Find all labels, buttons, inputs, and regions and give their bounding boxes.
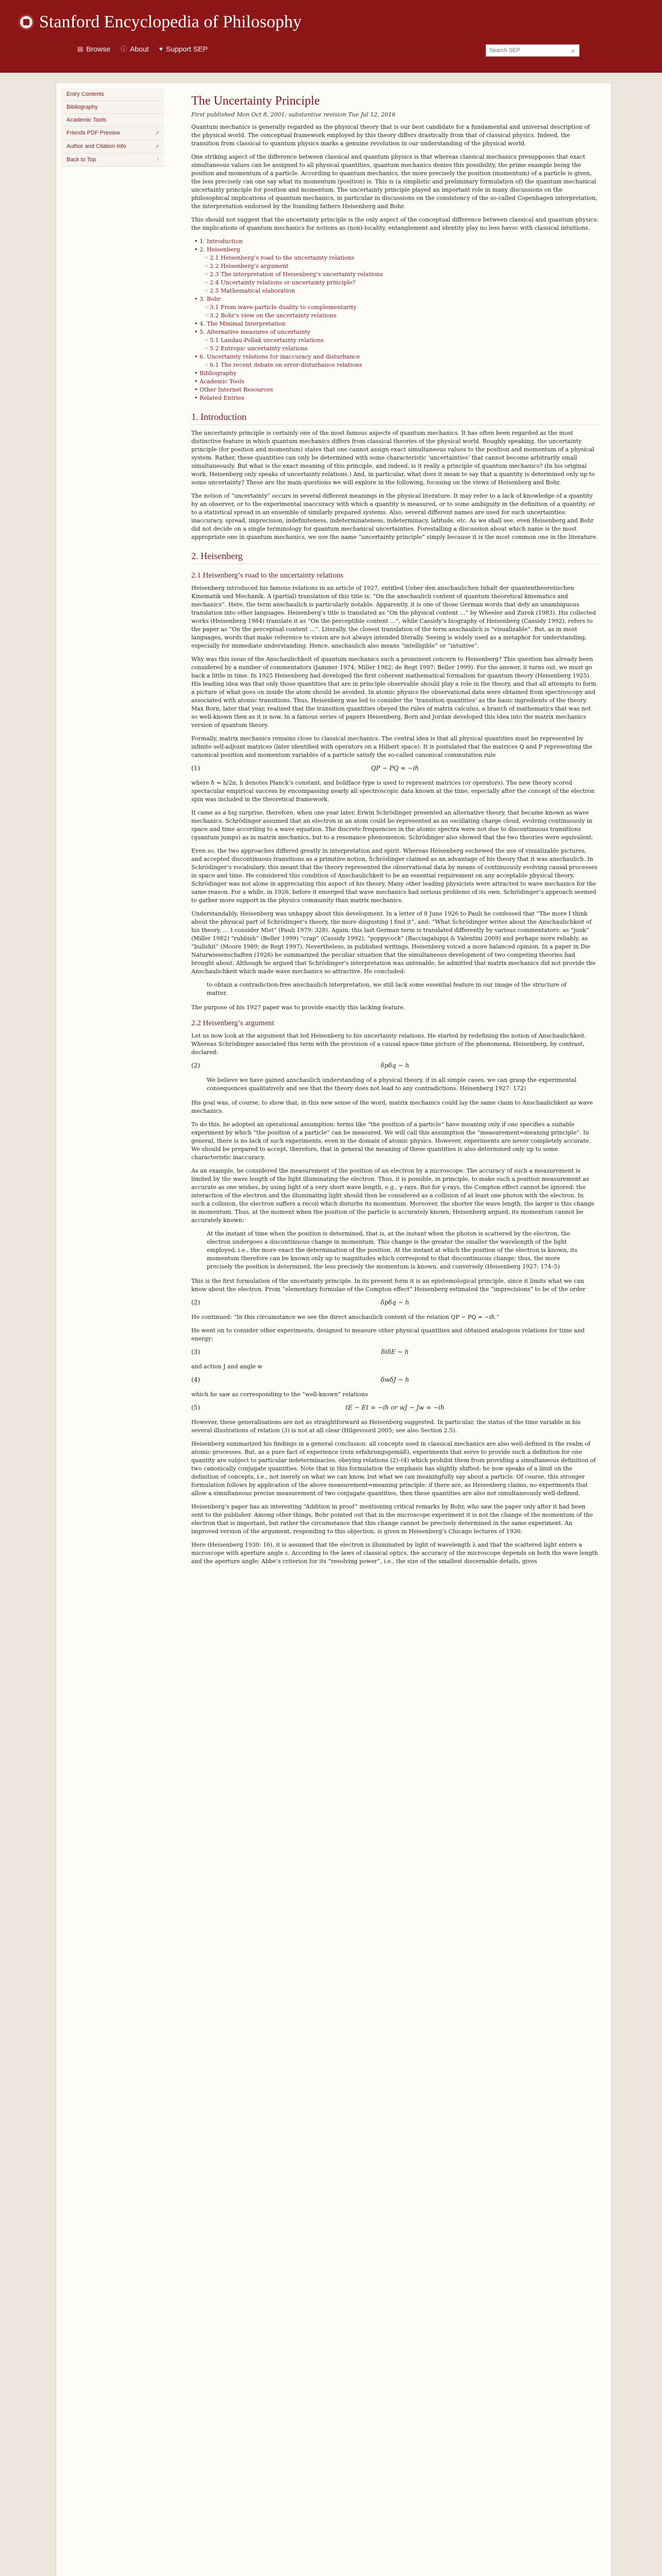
bullet-icon: ◦ (205, 304, 210, 311)
entry-page (56, 82, 611, 2576)
equation (191, 1299, 599, 1306)
nav-support[interactable] (159, 45, 208, 53)
body-paragraph: The purpose of his 1927 paper was to provide exactly this lacking feature. (191, 1004, 406, 1011)
equation-math: tE − Et = −iℏ or wJ − Jw = −iℏ (345, 1404, 444, 1411)
block-quote: to obtain a contradiction-free anschaulich interpretation, we still lack some essential feature in our image of the structure of matter. (207, 981, 567, 996)
body-paragraph: Why was this issue of the Anschaulichkeit of quantum mechanics such a prominent concern to Heisenberg? This question has already been considered by a number of commentators (Jammer 1974; Miller 1982; de Regt 1997; Beller 1999). For the answer, it turns out, we must go back a little in time. In 1925 Heisenberg had developed the first coherent mathematical formalism for quantum theory (Heisenberg 1925). His leading idea was that only those quantities that are in principle observable should play a role in the theory, and that all attempts to form a picture of what goes on inside the atom should be avoided. In atomic physics the observational data were obtained from spectroscopy and associated with atomic transitions. Thus, Heisenberg was led to consider the ‘transition quantities’ as the basic ingredients of the theory. Max Born, later that year, realized that the transition quantities obeyed the rules of matrix calculus, a branch of mathematics that was not so well-known then as it is now. In a famous series of papers Heisenberg, Born and Jordan developed this idea into the matrix mechanics version of quantum theory. (191, 656, 597, 728)
equation-math: δtδE ∼ h (381, 1348, 409, 1355)
sidebar-link[interactable]: Back to Top (67, 157, 96, 163)
search-input[interactable] (486, 47, 568, 54)
block-quote: We believe we have gained anschaulich understanding of a physical theory, if in all simple cases, we can grasp the experimental consequences qualitatively and see that the theory does not lead to any contradictions. Heisenberg 1927: 172) (207, 1077, 576, 1092)
entry-title: The Uncertainty Principle (191, 94, 320, 108)
body-paragraph: Let us now look at the argument that led Heisenberg to his uncertainty relations. He started by redefining the notion of Anschaulichkeit. Whereas Schrödinger associated this term with the provision of a causal space-time picture of the phenomena, Heisenberg, by contrast, declared: (191, 1032, 586, 1056)
equation-math: δpδq ∼ h (380, 1299, 409, 1306)
toc-item (194, 386, 599, 394)
sidebar-item-academic-tools[interactable] (61, 114, 164, 127)
equation-number: (3) (191, 1348, 200, 1355)
body-paragraph: The uncertainty principle is certainly one of the most famous aspects of quantum mechanics. It has often been regarded as the most distinctive feature in which quantum mechanics differs from classical theories of the physical world. Roughly speaking, the uncertainty principle (for position and momentum) states that one cannot assign exact simultaneous values to the position and momentum of a physical system. Rather, these quantities can only be determined with some characteristic ‘uncertainties’ that cannot become arbitrarily small simultaneously. But what is the exact meaning of this principle, and indeed, is it really a principle of quantum mechanics? (In his original work, Heisenberg only speaks of uncertainty relations.) And, in particular, what does it mean to say that a quantity is determined only up to some uncertainty? These are the main questions we will explore in the following, focusing on the views of Heisenberg and Bohr. (191, 430, 595, 486)
sidebar-item-citation-info[interactable] (61, 140, 164, 154)
bullet-icon: • (194, 370, 200, 377)
toc-link[interactable]: Other Internet Resources (200, 386, 273, 393)
body-paragraph: Here (Heisenberg 1930: 16), it is assumed that the electron is illuminated by light of wavelength λ and that the scattered light enters a microscope with aperture angle ε. According to the laws of classical optics, the accuracy of the microscope depends on both the wave length and the aperture angle; Abbe’s criterion for its “resolving power”, i.e., the size of the smallest discernable details, gives (191, 1541, 598, 1565)
bullet-icon: ◦ (205, 279, 210, 286)
search-box (486, 44, 580, 57)
equation-math: δpδq ∼ h (380, 1062, 409, 1069)
toc-item (194, 394, 599, 402)
body-paragraph: Formally, matrix mechanics remains close to classical mechanics. The central idea is that all physical quantities must be represented by infinite self-adjoint matrices (later identified with operators on a Hilbert space). It is postulated that the matrices Q and P representing the canonical position and momentum variables of a particle satisfy the so-called canonical commutation rule (191, 735, 592, 758)
toc-link[interactable]: 2. Heisenberg (200, 246, 240, 253)
toc-item (194, 320, 599, 328)
bullet-icon: ◦ (205, 263, 210, 269)
bullet-icon: • (194, 238, 200, 245)
preamble-paragraph: This should not suggest that the uncertainty principle is the only aspect of the conceptual difference between classical and quantum physics: the implications of quantum mechanics for notions as (non)-locality, entanglement and identity play no less havoc with classical intuitions. (191, 216, 599, 231)
bullet-icon: • (194, 378, 200, 385)
bullet-icon: ◦ (205, 271, 210, 278)
toc-link[interactable]: Bibliography (200, 370, 237, 377)
toc-item (205, 336, 599, 345)
bullet-icon: ◦ (205, 337, 210, 344)
sidebar-link[interactable]: Bibliography (67, 104, 98, 110)
site-title: Stanford Encyclopedia of Philosophy (39, 12, 302, 31)
bullet-icon: • (194, 320, 200, 327)
toc-link[interactable]: Related Entries (200, 395, 244, 401)
body-paragraph: As an example, he considered the measurement of the position of an electron by a microscope. The accuracy of such a measurement is limited by the wave length of the light illuminating the electron. Thus, it is possible, in principle, to make such a position measurement as accurate as one wishes, by using light of a very short wave length, e.g., γ-rays. But for γ-rays, the Compton effect cannot be ignored: the interaction of the electron and the illuminating light should then be considered as a collision of at least one photon with the electron. In such a collision, the electron suffers a recoil which disturbs its momentum. Moreover, the shorter the wave length, the larger is this change in momentum. Thus, at the moment when the position of the particle is accurately known, Heisenberg argued, its momentum cannot be accurately known: (191, 1167, 595, 1224)
body-paragraph: Heisenberg introduced his famous relations in an article of 1927, entitled Ueber den anschaulichen Inhalt der quantentheoretischen Kinematik und Mechanik. A (partial) translation of this title is: “On the anschaulich content of quantum theoretical kinematics and mechanics”. Here, the term anschaulich is particularly notable. Apparently, it is one of those German words that defy an unambiguous translation into other languages. Heisenberg’s title is translated as “On the physical content …” by Wheeler and Zurek (1983). His collected works (Heisenberg 1984) translate it as “On the perceptible content …”, while Cassidy’s biography of Heisenberg (Cassidy 1992), refers to the paper as “On the perceptual content …”. Literally, the closest translation of the term anschaulich is “visualizable”. But, as in most languages, words that make reference to vision are not always intended literally. Seeing is widely used as a metaphor for understanding, especially for immediate understanding. Hence, anschaulich also means “intelligible” or “intuitive”. (191, 585, 596, 649)
toc-item (205, 303, 599, 312)
book-icon: ▤ (77, 45, 84, 53)
toc-link[interactable]: 6.1 The recent debate on error-disturbance relations (210, 362, 362, 368)
bullet-icon: • (194, 395, 200, 401)
equation-math: QP − PQ = −iℏ (371, 765, 419, 772)
toc-item (205, 312, 599, 320)
publication-info: First published Mon Oct 8, 2001; substantive revision Tue Jul 12, 2016 (191, 111, 396, 118)
sidebar-link[interactable]: Academic Tools (67, 117, 106, 123)
sidebar-item-bibliography[interactable] (61, 101, 164, 114)
toc-item (194, 328, 599, 336)
equation-number: (4) (191, 1376, 200, 1383)
table-of-contents (191, 238, 599, 402)
preamble-paragraph: One striking aspect of the difference between classical and quantum physics is that whereas classical mechanics presupposes that exact simultaneous values can be assigned to all physical quantities, quantum mechanics denies this possibility, the prime example being the position and momentum of a particle. According to quantum mechanics, the more precisely the position (momentum) of a particle is given, the less precisely can one say what its momentum (position) is. This is (a simplistic and preliminary formulation of) the quantum mechanical uncertainty principle for position and momentum. The uncertainty principle played an important role in many discussions on the philosophical implications of quantum mechanics, in particular in discussions on the consistency of the so-called Copenhagen interpretation, the interpretation endorsed by the founding fathers Heisenberg and Bohr. (191, 154, 598, 210)
toc-link[interactable]: 2.3 The interpretation of Heisenberg’s uncertainty relations (210, 271, 383, 278)
toc-item (205, 287, 599, 295)
heart-icon: ♥ (159, 45, 163, 53)
body-paragraph: and action J and angle w (191, 1363, 262, 1370)
equation-number: (2) (191, 1299, 200, 1306)
arrow-up-icon: ↑ (156, 157, 159, 163)
entry-sidebar (61, 88, 164, 166)
preamble-paragraph: Quantum mechanics is generally regarded as the physical theory that is our best candidate for a fundamental and universal description of the physical world. The conceptual framework employed by this theory differs drastically from that of classical physics. Indeed, the transition from classical to quantum physics marks a genuine revolution in our understanding of the physical world. (191, 124, 590, 147)
site-logo[interactable] (19, 12, 302, 32)
bullet-icon: ◦ (205, 287, 210, 294)
seal-icon (19, 14, 34, 30)
bullet-icon: • (194, 246, 200, 253)
sidebar-link[interactable]: Friends PDF Preview (67, 130, 120, 136)
body-paragraph: However, these generalisations are not as straightforward as Heisenberg suggested. In particular, the status of the time variable in his several illustrations of relation (3) is not at all clear (Hilgevoord 2005; see also Section 2.5). (191, 1419, 581, 1434)
toc-link[interactable]: 1. Introduction (200, 238, 243, 245)
toc-item (205, 279, 599, 287)
nav-browse[interactable] (77, 45, 110, 53)
section-heading: 1. Introduction (191, 412, 599, 425)
toc-link[interactable]: 2.4 Uncertainty relations or uncertainty principle? (210, 279, 356, 286)
toc-link[interactable]: 5.2 Entropic uncertainty relations (210, 345, 308, 352)
toc-link[interactable]: 2.2 Heisenberg’s argument (210, 263, 289, 269)
toc-link[interactable]: 5. Alternative measures of uncertainty (200, 329, 311, 335)
top-nav (77, 44, 208, 53)
block-quote: At the instant of time when the position is determined, that is, at the instant when the photon is scattered by the electron, the electron undergoes a discontinuous change in momentum. This change is the greater the smaller the wavelength of the light employed, i.e., the more exact the determination of the position. At the instant at which the position of the electron is known, its momentum therefore can be known only up to magnitudes which correspond to that discontinuous change; thus, the more precisely the position is determined, the less precisely the momentum is known, and conversely (Heisenberg 1927: 174–5) (207, 1230, 577, 1270)
equation-number: (2) (191, 1062, 200, 1069)
entry-sections (191, 412, 599, 1566)
toc-link[interactable]: 3.1 From wave-particle duality to complementarity (210, 304, 357, 311)
info-icon: ⓘ (121, 45, 127, 53)
toc-link[interactable]: 3. Bohr (200, 296, 221, 302)
equation-number: (5) (191, 1404, 200, 1411)
body-paragraph: His goal was, of course, to show that, in this new sense of the word, matrix mechanics could lay the same claim to Anschaulichkeit as wave mechanics. (191, 1099, 593, 1114)
external-link-icon: ↗ (154, 144, 159, 150)
toc-item (194, 378, 599, 386)
toc-link[interactable]: 6. Uncertainty relations for inaccuracy and disturbance (200, 353, 360, 360)
entry-main (191, 89, 599, 1571)
body-paragraph: which he saw as corresponding to the “well-known” relations (191, 1391, 368, 1398)
equation-math: δwδJ ∼ h (380, 1376, 409, 1383)
bullet-icon: • (194, 353, 200, 360)
toc-link[interactable]: 2.5 Mathematical elaboration (210, 287, 295, 294)
section-heading: 2.2 Heisenberg’s argument (191, 1019, 274, 1027)
sidebar-item-entry-contents[interactable] (61, 88, 164, 101)
body-paragraph: This is the first formulation of the uncertainty principle. In its present form it is an epistemological principle, since it limits what we can know about the electron. From “elementary formulae of the Compton effect” Heisenberg estimated the “imprecisions” to be of the order (191, 1278, 586, 1293)
toc-item (194, 246, 599, 254)
equation-number: (1) (191, 765, 200, 772)
toc-link[interactable]: 4. The Minimal Interpretation (200, 320, 286, 327)
toc-item (205, 345, 599, 353)
bullet-icon: • (194, 386, 200, 393)
toc-link[interactable]: 5.1 Landau-Pollak uncertainty relations (210, 337, 324, 344)
toc-item (194, 369, 599, 378)
toc-item (194, 238, 599, 246)
equation (191, 1062, 599, 1069)
body-paragraph: Heisenberg summarized his findings in a general conclusion: all concepts used in classical mechanics are also well-defined in the realm of atomic processes. But, as a pure fact of experience (rein erfahrungsgemäß), experiments that serve to provide such a definition for one quantity are subject to particular indeterminacies, obeying relations (2)–(4) which prohibit them from providing a simultaneous definition of two canonically conjugate quantities. Note that in this formulation the emphasis has slightly shifted: he now speaks of a limit on the definition of concepts, i.e., not merely on what we can know, but what we can meaningfully say about a particle. Of course, this stronger formulation follows by application of the above measurement=meaning principle: if there are, as Heisenberg claims, no experiments that allow a simultaneous precise measurement of two conjugate quantities, then these quantities are also not simultaneously well-defined. (191, 1440, 596, 1497)
body-paragraph: It came as a big surprise, therefore, when one year later, Erwin Schrödinger presented an alternative theory, that became known as wave mechanics. Schrödinger assumed that an electron in an atom could be represented as an oscillating charge cloud, evolving continuously in space and time according to a wave equation. The discrete frequencies in the atomic spectra were not due to discontinuous transitions (quantum jumps) as in matrix mechanics, but to a resonance phenomenon. Schrödinger also showed that the two theories were equivalent. (191, 809, 593, 841)
nav-label: About (130, 44, 149, 53)
toc-link[interactable]: 3.2 Bohr’s view on the uncertainty relations (210, 312, 337, 319)
toc-item (205, 254, 599, 262)
equation (191, 1404, 599, 1411)
toc-item (205, 361, 599, 369)
toc-link[interactable]: 2.1 Heisenberg’s road to the uncertainty relations (210, 255, 355, 261)
equation (191, 765, 599, 772)
nav-about[interactable] (121, 44, 149, 53)
body-paragraph: Heisenberg’s paper has an interesting “Addition in proof” mentioning critical remarks by Bohr, who saw the paper only after it had been sent to the publisher. Among other things, Bohr pointed out that in the microscope experiment it is not the change of the momentum of the electron that is important, but rather the circumstance that this change cannot be precisely determined in the same experiment. An improved version of the argument, responding to this objection, is given in Heisenberg’s Chicago lectures of 1930. (191, 1503, 593, 1535)
bullet-icon: ◦ (205, 362, 210, 368)
body-paragraph: where ℏ = h/2π, h denotes Planck’s constant, and boldface type is used to represent matrices (or operators). The new theory scored spectacular empirical success by encompassing nearly all spectroscopic data known at the time, especially after the concept of the electron spin was included in the theoretical framework. (191, 779, 595, 803)
toc-item (194, 353, 599, 361)
body-paragraph: He went on to consider other experiments, designed to measure other physical quantities and obtained analogous relations for time and energy: (191, 1327, 585, 1342)
site-header (0, 0, 662, 73)
body-paragraph: The notion of “uncertainty” occurs in several different meanings in the physical literature. It may refer to a lack of knowledge of a quantity by an observer, or to the experimental inaccuracy with which a quantity is measured, or to some ambiguity in the definition of a quantity, or to a statistical spread in an ensemble of similarly prepared systems. Also, several different names are used for such uncertainties: inaccuracy, spread, imprecision, indefiniteness, indeterminateness, indeterminacy, latitude, etc. As we shall see, even Heisenberg and Bohr did not decide on a single terminology for quantum mechanical uncertainties. Forestalling a discussion about which name is the most appropriate one in quantum mechanics, we use the name “uncertainty principle” simply because it is the most common one in the literature. (191, 493, 598, 540)
nav-label: Support SEP (166, 44, 208, 53)
body-paragraph: To do this, he adopted an operational assumption: terms like “the position of a particle” have meaning only if one specifies a suitable experiment by which “the position of a particle” can be measured. We will call this assumption the “measurement=meaning principle”. In general, there is no lack of such experiments, even in the domain of atomic physics. However, experiments are never completely accurate. We should be prepared to accept, therefore, that in general the meaning of these quantities is also determined only up to some characteristic inaccuracy. (191, 1121, 591, 1161)
bullet-icon: • (194, 296, 200, 302)
bullet-icon: • (194, 329, 200, 335)
sidebar-item-pdf-preview[interactable] (61, 127, 164, 140)
external-link-icon: ↗ (154, 130, 159, 137)
equation (191, 1348, 599, 1355)
sidebar-link[interactable]: Author and Citation Info (67, 143, 126, 149)
nav-label: Browse (86, 44, 111, 53)
body-paragraph: He continued: “In this circumstance we see the direct anschaulich content of the relation QP − PQ = −iℏ.” (191, 1314, 500, 1320)
toc-item (205, 270, 599, 279)
bullet-icon: ◦ (205, 312, 210, 319)
section-heading: 2.1 Heisenberg’s road to the uncertainty relations (191, 571, 344, 580)
toc-item (194, 295, 599, 303)
body-paragraph: Even so, the two approaches differed greatly in interpretation and spirit. Whereas Heisenberg eschewed the use of visualizable pictures, and accepted discontinuous transitions as a primitive notion, Schrödinger claimed as an advantage of his theory that it was anschaulich. In Schrödinger’s vocabulary, this meant that the theory represented the observational data by means of continuously evolving causal processes in space and time. He considered this condition of Anschaulichkeit to be an essential requirement on any acceptable physical theory. Schrödinger was not alone in appreciating this aspect of his theory. Many other leading physicists were attracted to wave mechanics for the same reason. For a while, in 1926, before it emerged that wave mechanics had serious problems of its own, Schrödinger’s approach seemed to gather more support in the physics community than matrix mechanics. (191, 848, 598, 904)
section-heading: 2. Heisenberg (191, 551, 599, 564)
body-paragraph: Understandably, Heisenberg was unhappy about this development. In a letter of 8 June 1926 to Pauli he confessed that “The more I think about the physical part of Schrödinger’s theory, the more disgusting I find it”, and: “What Schrödinger writes about the Anschaulichkeit of his theory, … I consider Mist” (Pauli 1979: 328). Again, this last German term is translated differently by various commentators: as “junk” (Miller 1982) “rubbish” (Beller 1999) “crap” (Cassidy 1992), “poppycock” (Bacciagaluppi & Valentini 2009) and perhaps more reliably, as “bullshit” (Moore 1989; de Regt 1997). Nevertheless, in published writings, Heisenberg voiced a more balanced opinion. In a paper in Die Naturwissenschaften (1926) he summarized the peculiar situation that the simultaneous development of two competing theories had brought about. Although he argued that Schrödinger’s interpretation was untenable, he admitted that matrix mechanics did not provide the Anschaulichkeit which made wave mechanics so attractive. He concluded: (191, 910, 596, 975)
toc-item (205, 262, 599, 270)
equation (191, 1376, 599, 1383)
bullet-icon: ◦ (205, 345, 210, 352)
toc-link[interactable]: Academic Tools (200, 378, 244, 385)
search-icon[interactable]: ⌕ (571, 46, 575, 54)
sidebar-link[interactable]: Entry Contents (67, 91, 104, 97)
sidebar-item-back-to-top[interactable] (61, 154, 164, 166)
bullet-icon: ◦ (205, 255, 210, 261)
